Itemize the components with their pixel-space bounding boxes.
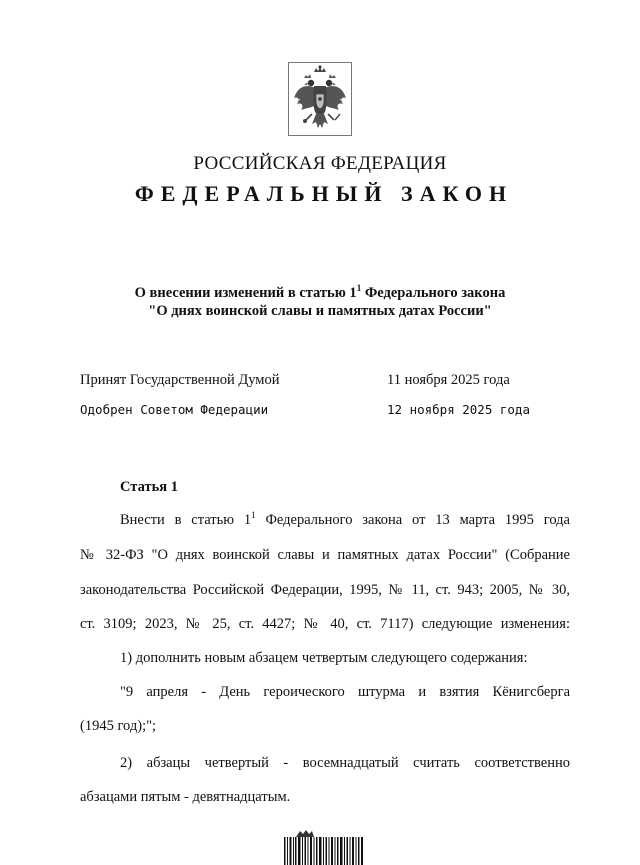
article-intro-line-1: Внести в статью $1^1$ Федерального закона от 13 марта 1995 года	[120, 510, 570, 528]
document-barcode	[284, 826, 364, 865]
barcode-icon	[284, 837, 364, 865]
council-approval-label: Одобрен Советом Федерации	[80, 402, 269, 417]
quote-line-2: (1945 год);";	[80, 718, 157, 734]
law-title-line-1: О внесении изменений в статью $1^1$ Федерального закона	[134, 283, 506, 301]
article-heading: Статья 1	[120, 479, 178, 495]
council-approval-date: 12 ноября 2025 года	[387, 402, 530, 417]
amendment-item-1: 1) дополнить новым абзацем четвертым следующего содержания:	[120, 650, 528, 666]
article-intro-line-2: № 32-ФЗ "О днях воинской славы и памятных датах России" (Собрание	[80, 547, 570, 563]
amendment-item-2-continued: абзацами пятым - девятнадцатым.	[80, 789, 291, 805]
duma-adoption-label: Принят Государственной Думой	[80, 372, 280, 388]
quote-line-1: "9 апреля - День героического штурма и взятия Кёнигсберга	[120, 684, 570, 700]
duma-logo-icon	[294, 826, 316, 836]
law-title-line-2: "О днях воинской славы и памятных датах России"	[148, 303, 492, 319]
coat-of-arms-icon	[288, 62, 352, 136]
article-intro-line-4: ст. 3109; 2023, № 25, ст. 4427; № 40, ст. 7117) следующие изменения:	[80, 616, 570, 632]
amendment-item-2: 2) абзацы четвертый - восемнадцатый считать соответственно	[120, 755, 570, 771]
article-intro-line-3: законодательства Российской Федерации, 1995, № 11, ст. 943; 2005, № 30,	[80, 582, 570, 598]
country-name: РОССИЙСКАЯ ФЕДЕРАЦИЯ	[193, 153, 447, 174]
law-title	[0, 284, 640, 320]
document-type: ФЕДЕРАЛЬНЫЙ ЗАКОН	[134, 181, 514, 206]
duma-adoption-date: 11 ноября 2025 года	[387, 372, 510, 388]
